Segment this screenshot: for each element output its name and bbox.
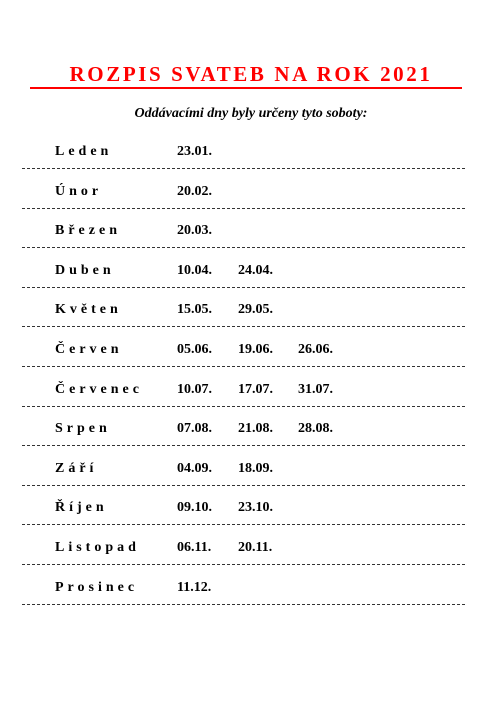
month-name: Březen — [55, 223, 121, 239]
month-row-rijen — [22, 498, 465, 538]
month-row-leden — [22, 142, 465, 182]
month-name: Únor — [55, 183, 103, 199]
dashed-divider — [22, 445, 465, 446]
wedding-date: 20.03. — [177, 223, 212, 239]
title-underline — [30, 87, 462, 89]
month-row-prosinec — [22, 578, 465, 618]
month-name: Září — [55, 460, 98, 476]
wedding-date: 23.10. — [238, 500, 273, 516]
month-row-listopad — [22, 538, 465, 578]
wedding-date: 20.11. — [238, 540, 273, 555]
dashed-divider — [22, 406, 465, 407]
page-title: ROZPIS SVATEB NA ROK 2021 — [69, 62, 433, 86]
month-row-unor — [22, 182, 465, 222]
month-name: Duben — [55, 262, 115, 278]
dashed-divider — [22, 326, 465, 327]
month-row-zari — [22, 459, 465, 499]
dashed-divider — [22, 564, 465, 565]
month-row-duben — [22, 261, 465, 301]
wedding-date: 10.07. — [177, 381, 212, 397]
dashed-divider — [22, 485, 465, 486]
wedding-date: 29.05. — [238, 302, 273, 318]
dashed-divider — [22, 208, 465, 209]
wedding-date: 10.04. — [177, 262, 212, 278]
wedding-date: 24.04. — [238, 262, 273, 278]
month-name: Srpen — [55, 421, 111, 437]
wedding-date: 15.05. — [177, 302, 212, 318]
wedding-date: 17.07. — [238, 381, 273, 397]
month-name: Červen — [55, 342, 123, 357]
dashed-divider — [22, 604, 465, 605]
dashed-divider — [22, 366, 465, 367]
dashed-divider — [22, 247, 465, 248]
wedding-date: 20.02. — [177, 183, 212, 199]
month-name: Prosinec — [55, 579, 139, 595]
month-row-cervenec — [22, 380, 465, 420]
wedding-date: 09.10. — [177, 500, 212, 516]
wedding-date: 28.08. — [298, 421, 333, 437]
month-name: Květen — [55, 302, 122, 318]
month-row-kveten — [22, 300, 465, 340]
wedding-date: 11.12. — [177, 579, 212, 595]
month-row-brezen — [22, 221, 465, 261]
dashed-divider — [22, 524, 465, 525]
wedding-date: 18.09. — [238, 460, 273, 476]
dashed-divider — [22, 168, 465, 169]
month-name: Červenec — [55, 381, 143, 397]
wedding-date: 31.07. — [298, 381, 333, 397]
wedding-date: 06.11. — [177, 540, 212, 555]
wedding-date: 04.09. — [177, 460, 212, 476]
dashed-divider — [22, 287, 465, 288]
wedding-date: 26.06. — [298, 342, 333, 357]
month-name: Leden — [55, 144, 113, 159]
month-name: Říjen — [55, 500, 108, 516]
month-row-srpen — [22, 419, 465, 459]
wedding-date: 21.08. — [238, 421, 273, 437]
wedding-date: 19.06. — [238, 342, 273, 357]
wedding-date: 05.06. — [177, 342, 212, 357]
month-name: Listopad — [55, 540, 140, 555]
page-subtitle: Oddávacími dny byly určeny tyto soboty: — [134, 106, 368, 121]
wedding-date: 23.01. — [177, 144, 212, 159]
wedding-date: 07.08. — [177, 421, 212, 437]
month-row-cerven — [22, 340, 465, 380]
